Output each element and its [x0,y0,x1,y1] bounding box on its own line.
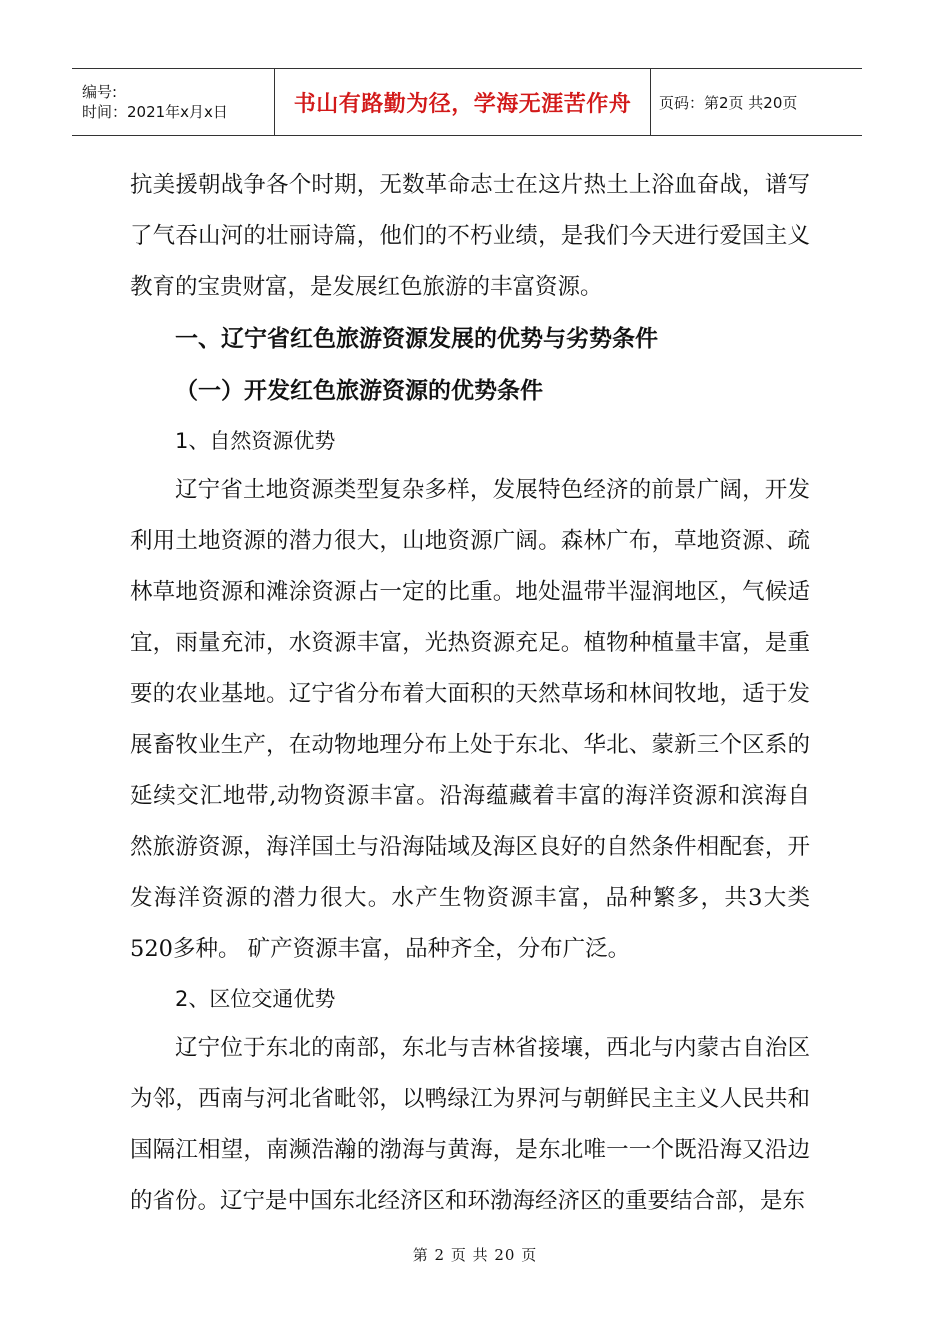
document-number-label: 编号: [82,83,118,101]
header-motto-cell [275,69,651,135]
header-page-info: 页码：第2页 共20页 [659,93,798,112]
location-transport-paragraph: 辽宁位于东北的南部，东北与吉林省接壤，西北与内蒙古自治区为邻，西南与河北省毗邻，以鸭绿江为界河与朝鲜民主主义人民共和国隔江相望，南濒浩瀚的渤海与黄海，是东北唯一一个既沿海又沿边的省份。辽宁是中国东北经济区和环渤海经济区的重要结合部，是东 [130,1035,810,1214]
section-heading: 一、辽宁省红色旅游资源发展的优势与劣势条件 [175,326,658,352]
document-time-label: 时间：2021年x月x日 [82,103,228,121]
subsection-heading: （一）开发红色旅游资源的优势条件 [175,378,543,404]
intro-paragraph: 抗美援朝战争各个时期，无数革命志士在这片热土上浴血奋战，谱写了气吞山河的壮丽诗篇，他们的不朽业绩，是我们今天进行爱国主义教育的宝贵财富，是发展红色旅游的丰富资源。 [130,172,810,300]
header-motto: 书山有路勤为径，学海无涯苦作舟 [293,91,632,117]
page-footer: 第 2 页 共 20 页 [412,1246,538,1264]
item-heading-natural-resources: 1、自然资源优势 [175,429,336,453]
natural-resources-paragraph: 辽宁省土地资源类型复杂多样，发展特色经济的前景广阔，开发利用土地资源的潜力很大，山地资源广阔。森林广布，草地资源、疏林草地资源和滩涂资源占一定的比重。地处温带半湿润地区，气候适宜，雨量充沛，水资源丰富，光热资源充足。植物种植量丰富，是重要的农业基地。辽宁省分布着大面积的天然草场和林间牧地，适于发展畜牧业生产，在动物地理分布上处于东北、华北、蒙新三个区系的延续交汇地带,动物资源丰富。沿海蕴藏着丰富的海洋资源和滨海自然旅游资源，海洋国土与沿海陆域及海区良好的自然条件相配套，开发海洋资源的潜力很大。水产生物资源丰富，品种繁多，共3大类520多种。 矿产资源丰富，品种齐全，分布广泛。 [130,477,810,962]
page-header [72,68,862,136]
document-body [130,160,810,1227]
header-meta [72,69,275,135]
header-page-info-cell [651,69,862,135]
item-heading-location-transport: 2、区位交通优势 [175,987,336,1011]
